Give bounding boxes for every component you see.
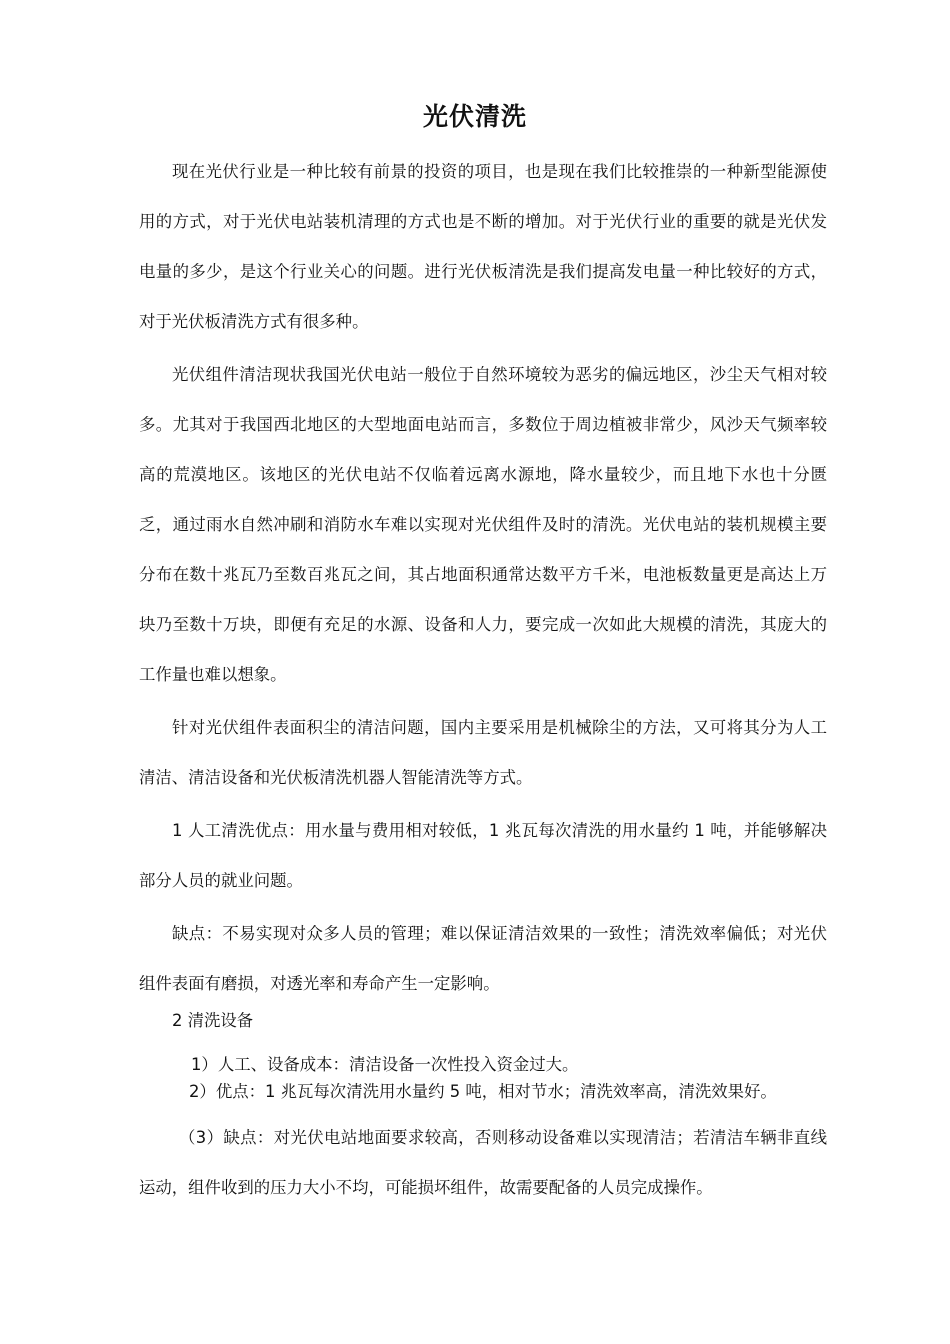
paragraph-cleaning-methods: 针对光伏组件表面积尘的清洁问题，国内主要采用是机械除尘的方法，又可将其分为人工清洁、清洁设备和光伏板清洗机器人智能清洗等方式。 xyxy=(139,718,827,787)
section-heading-cleaning-equipment: 2 清洗设备 xyxy=(172,1011,254,1030)
document-body xyxy=(139,147,827,1009)
equipment-disadvantages xyxy=(139,1113,827,1213)
equipment-list xyxy=(0,1051,950,1105)
paragraph-intro: 现在光伏行业是一种比较有前景的投资的项目，也是现在我们比较推崇的一种新型能源使用的方式，对于光伏电站装机清理的方式也是不断的增加。对于光伏行业的重要的就是光伏发电量的多少，是这个行业关心的问题。进行光伏板清洗是我们提高发电量一种比较好的方式，对于光伏板清洗方式有很多种。 xyxy=(139,162,827,331)
paragraph-manual-cleaning-disadvantages: 缺点：不易实现对众多人员的管理；难以保证清洁效果的一致性；清洗效率偏低；对光伏组件表面有磨损，对透光率和寿命产生一定影响。 xyxy=(139,924,827,993)
paragraph-equipment-disadvantages: （3）缺点：对光伏电站地面要求较高，否则移动设备难以实现清洁；若清洁车辆非直线运动，组件收到的压力大小不均，可能损坏组件，故需要配备的人员完成操作。 xyxy=(139,1128,827,1197)
list-item-cost: 1）人工、设备成本：清洁设备一次性投入资金过大。 xyxy=(191,1055,579,1074)
paragraph-manual-cleaning-advantages: 1 人工清洗优点：用水量与费用相对较低，1 兆瓦每次清洗的用水量约 1 吨，并能够解决部分人员的就业问题。 xyxy=(139,821,827,890)
list-item-advantages: 2）优点：1 兆瓦每次清洗用水量约 5 吨，相对节水；清洗效率高，清洗效果好。 xyxy=(189,1082,777,1101)
paragraph-cleaning-status: 光伏组件清洁现状我国光伏电站一般位于自然环境较为恶劣的偏远地区，沙尘天气相对较多。尤其对于我国西北地区的大型地面电站而言，多数位于周边植被非常少，风沙天气频率较高的荒漠地区。该地区的光伏电站不仅临着远离水源地，降水量较少，而且地下水也十分匮乏，通过雨水自然冲刷和消防水车难以实现对光伏组件及时的清洗。光伏电站的装机规模主要分布在数十兆瓦乃至数百兆瓦之间，其占地面积通常达数平方千米，电池板数量更是高达上万块乃至数十万块，即便有充足的水源、设备和人力，要完成一次如此大规模的清洗，其庞大的工作量也难以想象。 xyxy=(139,365,827,684)
document-title: 光伏清洗 xyxy=(422,102,527,131)
